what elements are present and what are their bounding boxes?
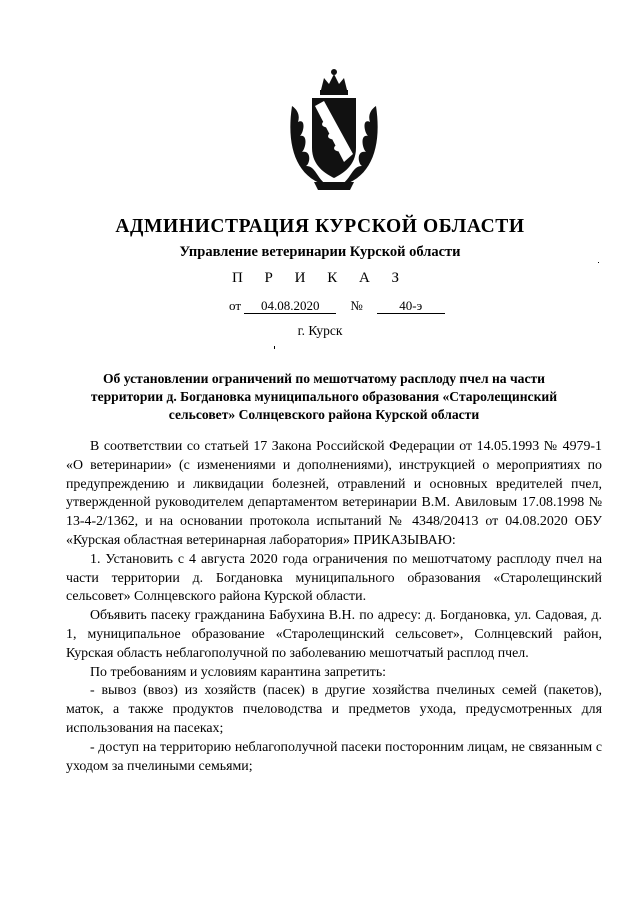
body-paragraph-preamble: В соответствии со статьей 17 Закона Российской Федерации от 14.05.1993 № 4979-1 «О ветеринарии» (с изменениями и дополнениями), инструкцией о мероприятиях по предупреждению и ликвидации болезней, отравлений и основных вредителей пчел, утвержденной руководителем департаментом ветеринарии В.М. Авиловым 17.08.1998 № 13-4-2/1362, и на основании протокола испытаний № 4348/20413 от 04.08.2020 ОБУ «Курская областная ветеринарная лаборатория» ПРИКАЗЫВАЮ: [66,439,602,548]
document-body [66,438,602,776]
document-type-title: П Р И К А З [231,270,409,286]
order-date: 04.08.2020 [244,299,336,314]
organization-title: АДМИНИСТРАЦИЯ КУРСКОЙ ОБЛАСТИ [115,216,525,237]
order-date-number-line [229,298,445,314]
body-paragraph-prohibition-access: - доступ на территорию неблагополучной пасеки посторонним лицам, не связанным с уходом за пчелиными семьями; [66,739,602,774]
order-from-label: от [229,298,242,313]
body-paragraph-declare-apiary: Объявить пасеку гражданина Бабухина В.Н. по адресу: д. Богдановка, ул. Садовая, д. 1, муниципальное образование «Старолещинский сельсовет», Солнцевский район, Курская область неблагополучной по заболеванию мешотчатый расплод пчел. [66,608,602,661]
order-number: 40-э [377,299,445,314]
coat-of-arms-emblem [284,66,384,196]
body-paragraph-quarantine-intro: По требованиям и условиям карантина запретить: [90,664,387,680]
department-subtitle: Управление ветеринарии Курской области [179,244,461,260]
scan-speck [598,262,599,263]
body-paragraph-prohibition-transport: - вывоз (ввоз) из хозяйств (пасек) в другие хозяйства пчелиных семей (пакетов), маток, а также продуктов пчеловодства и предметов ухода, предусмотренных для использования на пасеках; [66,683,602,736]
body-paragraph-item-1: 1. Установить с 4 августа 2020 года ограничения по мешотчатому расплоду пчел на части территории д. Богдановка муниципального образования «Старолещинский сельсовет» Солнцевского района Курской области. [66,551,602,605]
order-number-label: № [350,298,363,313]
scan-speck [274,346,275,349]
city-label: г. Курск [297,323,343,338]
order-subject-heading: Об установлении ограничений по мешотчатому расплоду пчел на части территории д. Богдановка муниципального образования «Старолещинский сельсовет» Солнцевского района Курской области [90,371,558,422]
